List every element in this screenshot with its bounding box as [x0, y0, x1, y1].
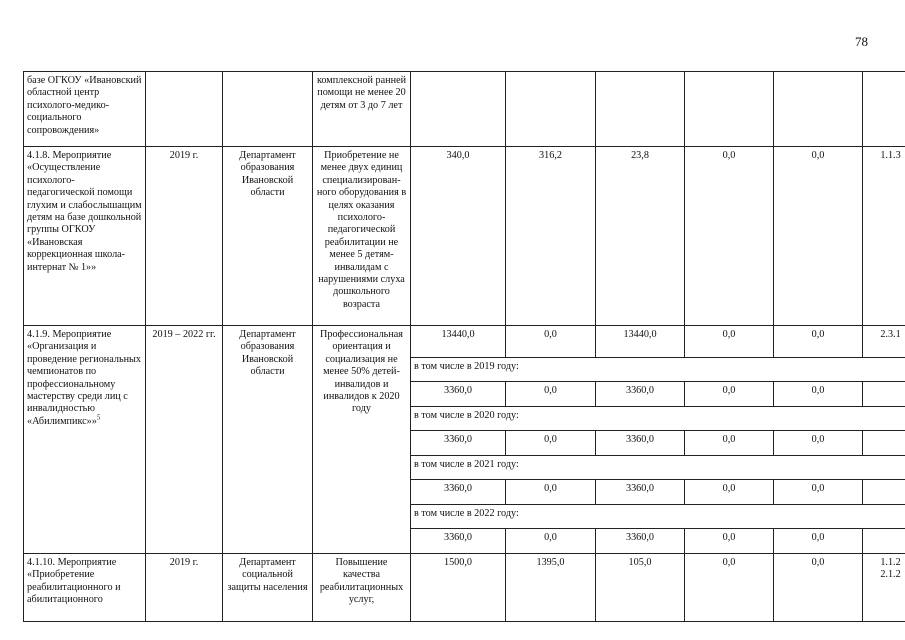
year-subheader: в том числе в 2020 году: — [411, 407, 905, 431]
period — [146, 72, 223, 147]
value-4: 0,0 — [685, 480, 774, 505]
value-2: 1395,0 — [506, 554, 596, 622]
expected-result: Приобретение не менее двух единиц специализирован-ного оборудования в целях оказания психолого-педагогической реабилитации не менее 5 детям-инвалидам с нарушениями слуха дошкольного возраста — [313, 147, 411, 326]
value-3: 3360,0 — [596, 480, 685, 505]
executor: Департамент образования Ивановской области — [223, 147, 313, 326]
period: 2019 – 2022 гг. — [146, 326, 223, 554]
table-row — [24, 72, 905, 147]
table-row — [24, 554, 905, 622]
value-5: 0,0 — [774, 431, 863, 456]
value-2: 0,0 — [506, 431, 596, 456]
value-3: 23,8 — [596, 147, 685, 326]
value-5: 0,0 — [774, 382, 863, 407]
period: 2019 г. — [146, 147, 223, 326]
table-row — [24, 326, 905, 358]
value-4: 0,0 — [685, 529, 774, 554]
value-5: 0,0 — [774, 554, 863, 622]
table-row — [24, 147, 905, 326]
value-total: 1500,0 — [411, 554, 506, 622]
program-table — [23, 71, 905, 622]
value-2: 0,0 — [506, 480, 596, 505]
year-subheader: в том числе в 2021 году: — [411, 456, 905, 480]
period: 2019 г. — [146, 554, 223, 622]
task-code: 1.1.3 — [863, 147, 905, 326]
measure-name: 4.1.10. Мероприятие «Приобретение реабилитационного и абилитационного — [24, 554, 146, 622]
value-3: 3360,0 — [596, 529, 685, 554]
task-code-a: 1.1.2 — [880, 557, 901, 568]
year-subheader: в том числе в 2019 году: — [411, 358, 905, 382]
value-3: 13440,0 — [596, 326, 685, 358]
value-total: 13440,0 — [411, 326, 506, 358]
executor: Департамент образования Ивановской области — [223, 326, 313, 554]
measure-name: 4.1.8. Мероприятие «Осуществление психолого-педагогической помощи глухим и слабослышащим детям на базе дошкольной группы ОГКОУ «Ивановская коррекционная школа-интернат № 1»» — [24, 147, 146, 326]
measure-name: 4.1.9. Мероприятие «Организация и проведение региональных чемпионатов по профессиональному мастерству среди лиц с инвалидностью «Абилимпикс»»$^5$ — [24, 326, 146, 554]
value-5: 0,0 — [774, 147, 863, 326]
value-2: 0,0 — [506, 529, 596, 554]
executor: Департамент социальной защиты населения — [223, 554, 313, 622]
value-4: 0,0 — [685, 147, 774, 326]
executor — [223, 72, 313, 147]
value-2: 0,0 — [506, 326, 596, 358]
value-4: 0,0 — [685, 431, 774, 456]
value-total: 3360,0 — [411, 382, 506, 407]
value-5: 0,0 — [774, 480, 863, 505]
value-4: 0,0 — [685, 326, 774, 358]
value-3: 3360,0 — [596, 431, 685, 456]
value-4: 0,0 — [685, 382, 774, 407]
value-total: 3360,0 — [411, 529, 506, 554]
value-5: 0,0 — [774, 529, 863, 554]
value-3: 3360,0 — [596, 382, 685, 407]
value-3: 105,0 — [596, 554, 685, 622]
expected-result: Профессиональная ориентация и социализация не менее 50% детей-инвалидов и инвалидов к 2020 году — [313, 326, 411, 554]
value-2: 316,2 — [506, 147, 596, 326]
expected-result: Повышение качества реабилитационных услуг, — [313, 554, 411, 622]
measure-name: базе ОГКОУ «Ивановский областной центр психолого-медико-социального сопровождения» — [24, 72, 146, 147]
value-total: 3360,0 — [411, 480, 506, 505]
task-code: 2.3.1 — [863, 326, 905, 358]
page-number: 78 — [855, 34, 868, 49]
value-2: 0,0 — [506, 382, 596, 407]
value-total: 3360,0 — [411, 431, 506, 456]
expected-result: комплексной ранней помощи не менее 20 детям от 3 до 7 лет — [313, 72, 411, 147]
value-4: 0,0 — [685, 554, 774, 622]
value-5: 0,0 — [774, 326, 863, 358]
task-code — [863, 554, 905, 622]
footnote-mark: 5 — [96, 413, 101, 422]
year-subheader: в том числе в 2022 году: — [411, 505, 905, 529]
value-total: 340,0 — [411, 147, 506, 326]
task-code-b: 2.1.2 — [880, 569, 901, 581]
